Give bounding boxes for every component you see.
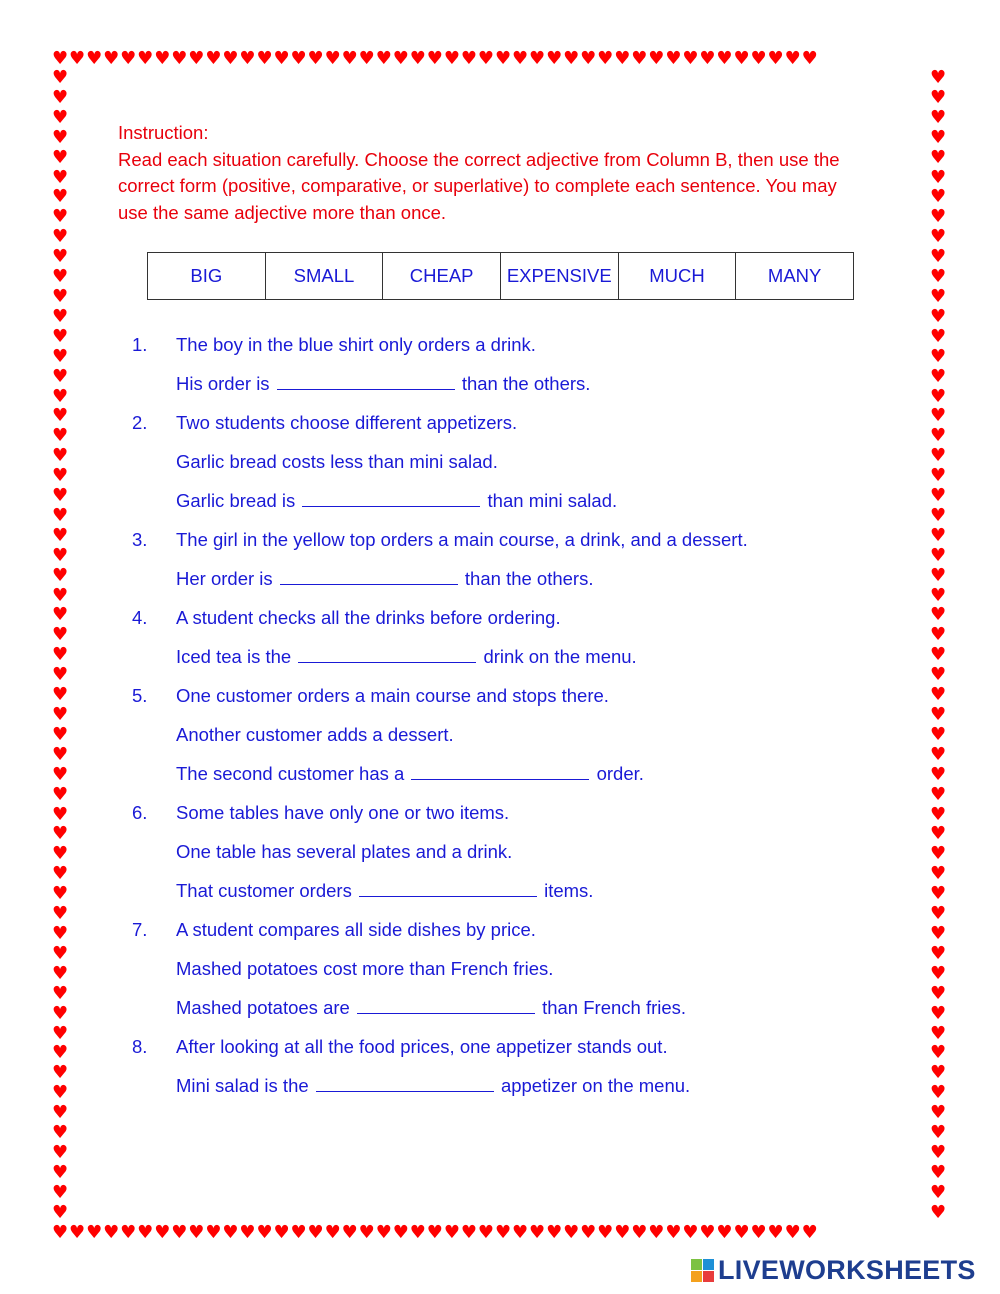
question-text <box>176 564 593 594</box>
question-number: 8. <box>132 1036 148 1057</box>
question-text: A student checks all the drinks before ordering. <box>176 607 561 628</box>
sentence-start: Her order is <box>176 568 273 589</box>
sentence-end: than French fries. <box>542 997 687 1018</box>
question-text <box>176 1071 690 1101</box>
question-line <box>0 330 1000 369</box>
question-text <box>176 876 593 906</box>
question-line <box>0 876 1000 915</box>
sentence-start: Mashed potatoes are <box>176 997 350 1018</box>
question-line <box>0 1071 1000 1110</box>
heart-border-right: ♥♥♥♥♥♥♥♥♥♥♥♥♥♥♥♥♥♥♥♥♥♥♥♥♥♥♥♥♥♥♥♥♥♥♥♥♥♥♥♥♥♥♥♥♥♥♥♥♥♥♥♥♥♥♥♥♥♥ <box>930 68 947 1223</box>
logo-mark-square <box>703 1259 714 1270</box>
question-line <box>0 564 1000 603</box>
liveworksheets-logo-text: LIVEWORKSHEETS <box>718 1254 976 1285</box>
question-number: 5. <box>132 685 148 706</box>
instruction-line: Read each situation carefully. Choose the correct adjective from Column B, then use the <box>118 148 840 170</box>
answer-blank[interactable] <box>280 565 458 585</box>
question-text: After looking at all the food prices, one appetizer stands out. <box>176 1036 668 1057</box>
answer-blank[interactable] <box>359 877 537 897</box>
answer-blank[interactable] <box>411 760 589 780</box>
question-number: 7. <box>132 919 148 940</box>
question-text: The boy in the blue shirt only orders a drink. <box>176 334 536 355</box>
question-text: Another customer adds a dessert. <box>176 724 454 745</box>
question-line <box>0 603 1000 642</box>
question-line <box>0 447 1000 486</box>
adjective-cell: BIG <box>148 253 266 300</box>
sentence-start: Mini salad is the <box>176 1075 309 1096</box>
heart-border-bottom: ♥♥♥♥♥♥♥♥♥♥♥♥♥♥♥♥♥♥♥♥♥♥♥♥♥♥♥♥♥♥♥♥♥♥♥♥♥♥♥♥♥♥♥♥♥ <box>52 1224 819 1243</box>
instruction-heading: Instruction: <box>118 122 209 143</box>
answer-blank[interactable] <box>302 487 480 507</box>
liveworksheets-logo-mark <box>691 1259 714 1282</box>
question-text <box>176 369 590 399</box>
question-line <box>0 720 1000 759</box>
instruction-line: correct form (positive, comparative, or superlative) to complete each sentence. You may <box>118 175 837 196</box>
adjective-cell: MANY <box>736 253 854 300</box>
heart-border-top: ♥♥♥♥♥♥♥♥♥♥♥♥♥♥♥♥♥♥♥♥♥♥♥♥♥♥♥♥♥♥♥♥♥♥♥♥♥♥♥♥♥♥♥♥♥ <box>52 50 819 69</box>
question-text <box>176 993 686 1023</box>
question-line <box>0 798 1000 837</box>
question-number: 2. <box>132 412 148 433</box>
question-number: 3. <box>132 529 148 550</box>
question-line <box>0 525 1000 564</box>
question-text: One customer orders a main course and stops there. <box>176 685 609 706</box>
sentence-start: Iced tea is the <box>176 646 292 667</box>
adjective-cell: SMALL <box>265 253 383 300</box>
question-text <box>176 486 617 516</box>
sentence-start: His order is <box>176 373 270 394</box>
question-number: 4. <box>132 607 148 628</box>
question-line <box>0 486 1000 525</box>
question-text: Two students choose different appetizers. <box>176 412 518 433</box>
question-list <box>0 330 1000 1110</box>
question-line <box>0 408 1000 447</box>
sentence-end: than the others. <box>464 568 594 589</box>
question-line <box>0 837 1000 876</box>
answer-blank[interactable] <box>357 994 535 1014</box>
sentence-end: drink on the menu. <box>483 646 637 667</box>
logo-mark-square <box>691 1259 702 1270</box>
sentence-end: order. <box>596 763 644 784</box>
sentence-start: That customer orders <box>176 880 352 901</box>
question-text: The girl in the yellow top orders a main course, a drink, and a dessert. <box>176 529 748 550</box>
question-line <box>0 642 1000 681</box>
instruction-line: use the same adjective more than once. <box>118 201 447 223</box>
logo-mark-square <box>703 1271 714 1282</box>
question-line <box>0 915 1000 954</box>
adjective-cell: EXPENSIVE <box>500 253 618 300</box>
sentence-end: appetizer on the menu. <box>500 1075 691 1096</box>
question-text <box>176 642 637 672</box>
liveworksheets-logo <box>691 1255 976 1285</box>
question-text: One table has several plates and a drink. <box>176 841 513 862</box>
question-text: Mashed potatoes cost more than French fries. <box>176 958 554 979</box>
question-line <box>0 954 1000 993</box>
adjective-cell: MUCH <box>618 253 736 300</box>
adjective-row <box>148 253 854 300</box>
question-line <box>0 369 1000 408</box>
adjective-table <box>147 252 854 300</box>
sentence-end: than the others. <box>461 373 591 394</box>
sentence-end: items. <box>544 880 594 901</box>
instruction-block <box>118 120 898 226</box>
question-number: 1. <box>132 334 148 355</box>
question-text: A student compares all side dishes by price. <box>176 919 536 940</box>
question-line <box>0 681 1000 720</box>
answer-blank[interactable] <box>277 370 455 390</box>
logo-mark-square <box>691 1271 702 1282</box>
sentence-start: The second customer has a <box>176 763 405 784</box>
answer-blank[interactable] <box>316 1072 494 1092</box>
question-text: Some tables have only one or two items. <box>176 802 510 823</box>
question-line <box>0 993 1000 1032</box>
question-text: Garlic bread costs less than mini salad. <box>176 451 498 472</box>
heart-border-left: ♥♥♥♥♥♥♥♥♥♥♥♥♥♥♥♥♥♥♥♥♥♥♥♥♥♥♥♥♥♥♥♥♥♥♥♥♥♥♥♥♥♥♥♥♥♥♥♥♥♥♥♥♥♥♥♥♥♥ <box>52 68 69 1223</box>
adjective-cell: CHEAP <box>383 253 501 300</box>
answer-blank[interactable] <box>298 643 476 663</box>
sentence-start: Garlic bread is <box>176 490 296 511</box>
question-number: 6. <box>132 802 148 823</box>
question-text <box>176 759 644 789</box>
question-line <box>0 759 1000 798</box>
sentence-end: than mini salad. <box>487 490 618 511</box>
question-line <box>0 1032 1000 1071</box>
